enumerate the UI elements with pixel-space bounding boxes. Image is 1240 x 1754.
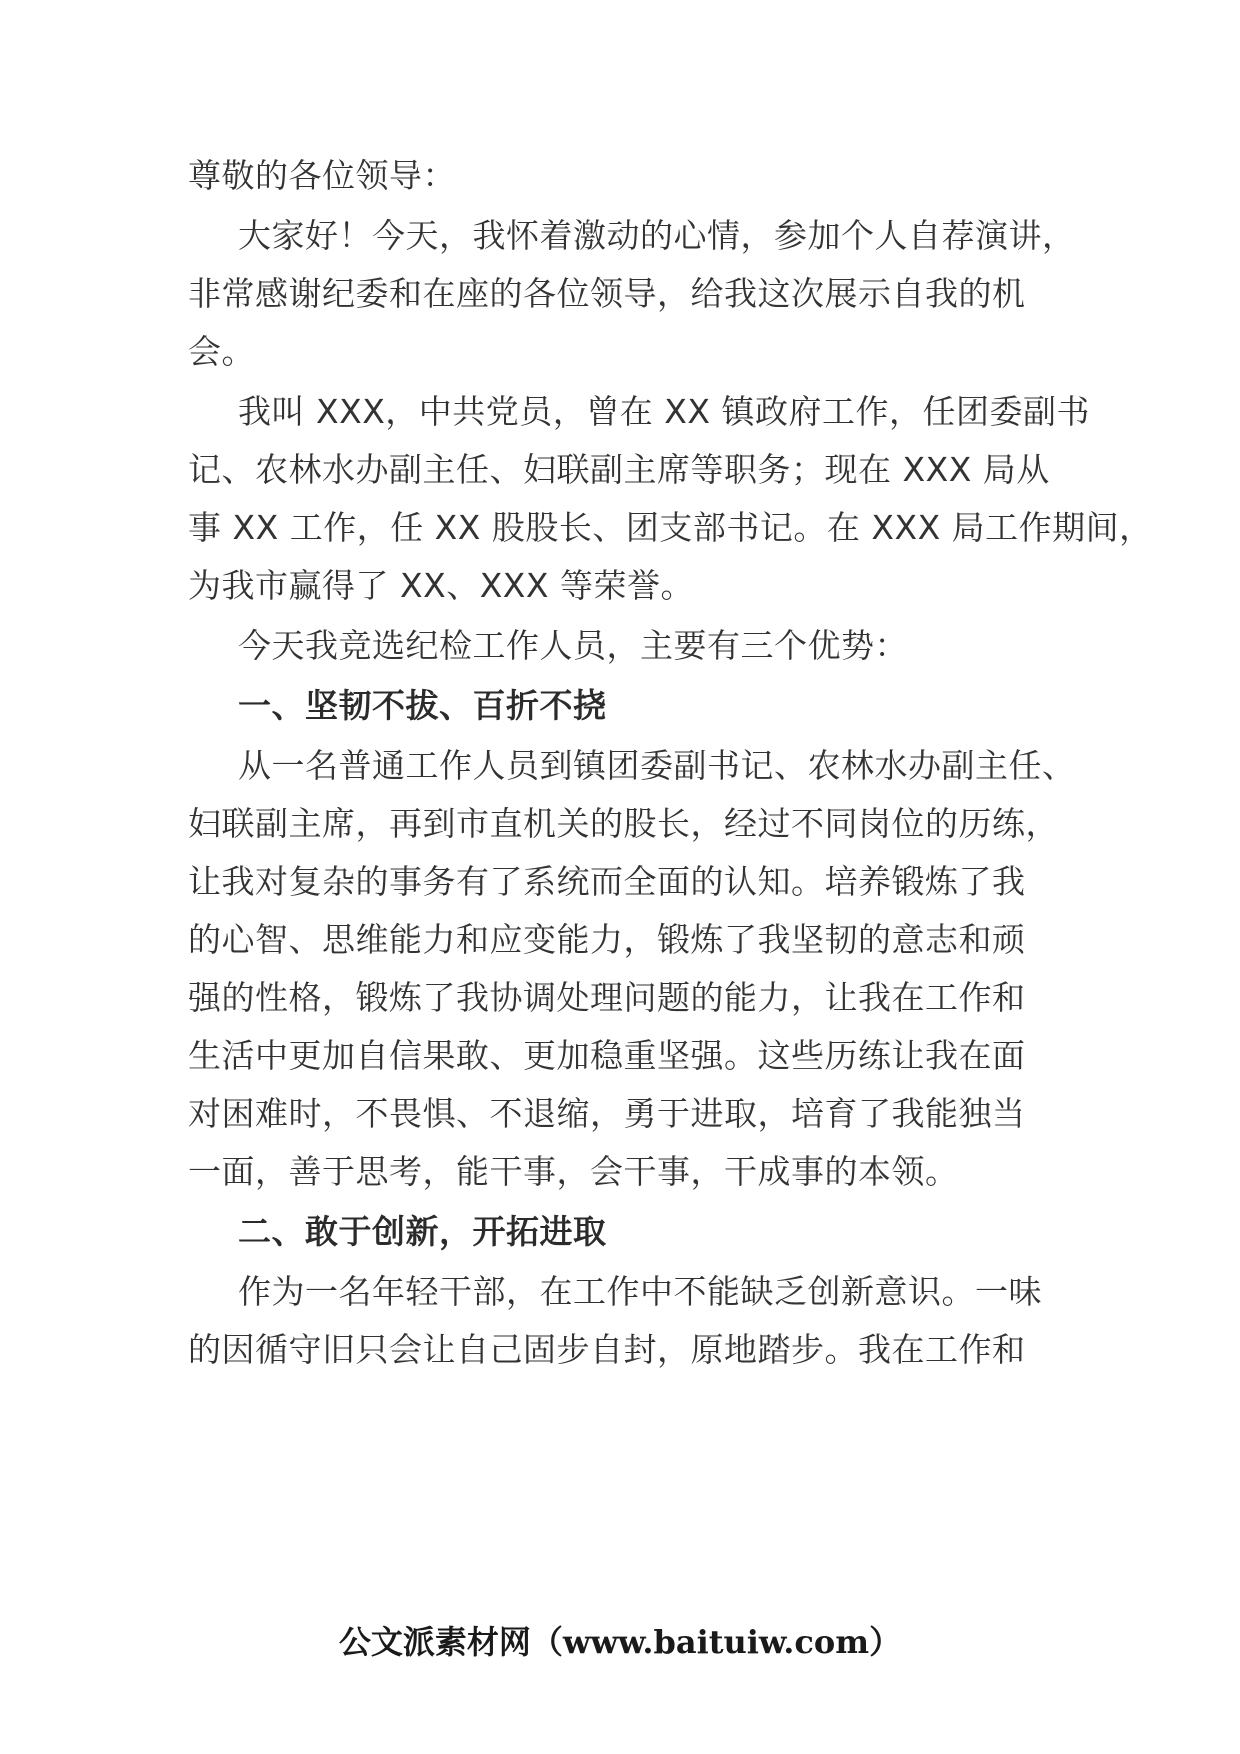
section-heading: 二、敢于创新，开拓进取: [238, 1212, 607, 1251]
paragraph-line: 今天我竞选纪检工作人员，主要有三个优势：: [238, 626, 908, 665]
section-heading: 一、坚韧不拔、百折不挠: [238, 686, 607, 725]
paragraph-line: 作为一名年轻干部，在工作中不能缺乏创新意识。一味: [238, 1272, 1042, 1311]
footer-source: 公文派素材网（www.baituiw.com）: [338, 1623, 902, 1661]
paragraph-line: 会。: [188, 332, 255, 371]
paragraph-line: 大家好！今天，我怀着激动的心情，参加个人自荐演讲，: [238, 216, 1076, 255]
paragraph-line: 的心智、思维能力和应变能力，锻炼了我坚韧的意志和顽: [188, 920, 1026, 959]
paragraph-line: 一面，善于思考，能干事，会干事，干成事的本领。: [188, 1152, 959, 1191]
paragraph-line: 事 XX 工作，任 XX 股股长、团支部书记。在 XXX 局工作期间，: [188, 508, 1153, 547]
paragraph-line: 为我市赢得了 XX、XXX 等荣誉。: [188, 566, 695, 605]
paragraph-line: 对困难时，不畏惧、不退缩，勇于进取，培育了我能独当: [188, 1094, 1026, 1133]
paragraph-line: 强的性格，锻炼了我协调处理问题的能力，让我在工作和: [188, 978, 1026, 1017]
paragraph-line: 生活中更加自信果敢、更加稳重坚强。这些历练让我在面: [188, 1036, 1026, 1075]
paragraph-line: 的因循守旧只会让自己固步自封，原地踏步。我在工作和: [188, 1330, 1026, 1369]
paragraph-line: 从一名普通工作人员到镇团委副书记、农林水办副主任、: [238, 746, 1076, 785]
paragraph-line: 让我对复杂的事务有了系统而全面的认知。培养锻炼了我: [188, 862, 1026, 901]
paragraph-line: 妇联副主席，再到市直机关的股长，经过不同岗位的历练，: [188, 804, 1059, 843]
paragraph-line: 记、农林水办副主任、妇联副主席等职务；现在 XXX 局从: [188, 450, 1050, 489]
paragraph-line: 我叫 XXX，中共党员，曾在 XX 镇政府工作，任团委副书: [238, 392, 1091, 431]
paragraph-line: 非常感谢纪委和在座的各位领导，给我这次展示自我的机: [188, 274, 1026, 313]
salutation: 尊敬的各位领导：: [188, 156, 456, 195]
